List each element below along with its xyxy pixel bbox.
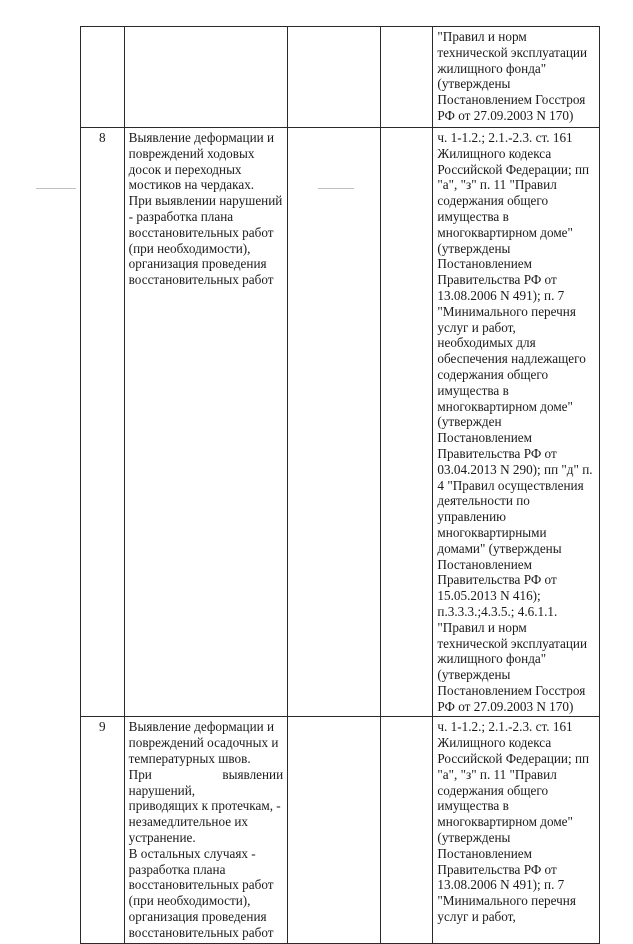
scan-artifact-line <box>36 188 76 189</box>
work-text-line: устранение. <box>128 830 196 846</box>
table-row <box>81 717 600 943</box>
legal-basis-line: "Правил и норм <box>437 619 527 635</box>
legal-basis-cell <box>433 27 600 128</box>
work-text-line: организация проведения <box>128 256 267 272</box>
legal-basis-line: 4 "Правил осуществления <box>437 477 584 493</box>
legal-basis-line: Правительства РФ от <box>437 572 557 588</box>
work-text-line: досок и переходных <box>128 161 242 177</box>
legal-basis-line: имущества в <box>437 798 509 814</box>
legal-basis-line: услуг и работ, <box>437 319 516 335</box>
legal-basis-line: Жилищного кодекса <box>437 735 552 751</box>
work-text-line: (при необходимости), <box>128 240 251 256</box>
empty-cell <box>288 27 380 128</box>
table-row <box>81 27 600 128</box>
work-text-line: восстановительных работ <box>128 877 274 893</box>
legal-basis-line: РФ от 27.09.2003 N 170) <box>437 698 574 714</box>
empty-cell <box>288 717 380 943</box>
row-number-cell: 8 <box>81 128 125 717</box>
legal-basis-line: 13.08.2006 N 491); п. 7 <box>437 287 565 303</box>
work-description-cell <box>124 717 288 943</box>
legal-basis-line: Российской Федерации; пп <box>437 751 590 767</box>
work-text-line: мостиков на чердаках. <box>128 177 255 193</box>
legal-basis-line: Постановлением Госстроя <box>437 682 586 698</box>
legal-basis-line: управлению <box>437 509 506 525</box>
legal-basis-line: деятельности по <box>437 493 530 509</box>
legal-basis-line: необходимых для <box>437 335 536 351</box>
legal-basis-line: "Правил и норм <box>437 29 527 44</box>
work-text-line: (при необходимости), <box>128 893 251 909</box>
work-text-line: приводящих к протечкам, - <box>128 798 281 814</box>
legal-basis-line: РФ от 27.09.2003 N 170) <box>437 107 574 123</box>
legal-basis-line: Постановлением <box>437 845 532 861</box>
legal-basis-line: 03.04.2013 N 290); пп "д" п. <box>437 461 593 477</box>
legal-basis-line: жилищного фонда" <box>437 60 547 76</box>
legal-basis-line: содержания общего <box>437 193 549 209</box>
empty-cell <box>380 27 433 128</box>
legal-basis-line: Правительства РФ от <box>437 861 557 877</box>
table-body <box>81 27 600 944</box>
legal-basis-line: (утверждены <box>437 240 511 256</box>
work-text-line: восстановительных работ <box>128 924 274 940</box>
legal-basis-line: многоквартирном доме" <box>437 814 573 830</box>
work-description-cell <box>124 27 288 128</box>
work-description-cell <box>124 128 288 717</box>
work-text-line: восстановительных работ <box>128 272 274 288</box>
work-text-line: В остальных случаях - <box>128 845 256 861</box>
row-number-cell: 9 <box>81 717 125 943</box>
empty-cell <box>380 128 433 717</box>
legal-basis-line: многоквартирном доме" <box>437 224 573 240</box>
legal-basis-line: п.3.3.3.;4.3.5.; 4.6.1.1. <box>437 603 558 619</box>
legal-basis-line: технической эксплуатации <box>437 44 588 60</box>
legal-basis-line: "а", "з" п. 11 "Правил <box>437 177 557 193</box>
legal-basis-line: ч. 1-1.2.; 2.1.-2.3. ст. 161 <box>437 719 573 735</box>
work-text-line: При выявлении нарушений, <box>128 766 284 798</box>
legal-basis-line: (утвержден <box>437 414 502 430</box>
empty-cell <box>288 128 380 717</box>
table-row <box>81 128 600 717</box>
work-text-line: восстановительных работ <box>128 224 274 240</box>
legal-basis-line: Российской Федерации; пп <box>437 161 590 177</box>
regulations-table <box>80 26 600 944</box>
legal-basis-line: Правительства РФ от <box>437 272 557 288</box>
work-text-line: повреждений ходовых <box>128 145 255 161</box>
legal-basis-line: технической эксплуатации <box>437 635 588 651</box>
legal-basis-line: обеспечения надлежащего <box>437 351 586 367</box>
work-text-line: повреждений осадочных и <box>128 735 279 751</box>
legal-basis-line: (утверждены <box>437 76 511 92</box>
empty-cell <box>380 717 433 943</box>
legal-basis-line: (утверждены <box>437 667 511 683</box>
legal-basis-cell <box>433 128 600 717</box>
work-text-line: Выявление деформации и <box>128 130 275 145</box>
work-text-line: незамедлительное их <box>128 814 249 830</box>
legal-basis-line: Постановлением Госстроя <box>437 92 586 108</box>
work-text-line: При выявлении нарушений <box>128 193 283 209</box>
legal-basis-line: "а", "з" п. 11 "Правил <box>437 766 557 782</box>
legal-basis-line: "Минимального перечня <box>437 303 576 319</box>
legal-basis-line: содержания общего <box>437 782 549 798</box>
legal-basis-line: 15.05.2013 N 416); <box>437 588 541 604</box>
work-text-line: Выявление деформации и <box>128 719 275 735</box>
legal-basis-line: многоквартирными <box>437 524 547 540</box>
work-text-line: - разработка плана <box>128 208 234 224</box>
legal-basis-line: (утверждены <box>437 830 511 846</box>
work-text-line: организация проведения <box>128 909 267 925</box>
legal-basis-line: содержания общего <box>437 366 549 382</box>
legal-basis-line: "Минимального перечня <box>437 893 576 909</box>
legal-basis-line: 13.08.2006 N 491); п. 7 <box>437 877 565 893</box>
legal-basis-line: услуг и работ, <box>437 909 516 925</box>
legal-basis-line: имущества в <box>437 208 509 224</box>
legal-basis-cell <box>433 717 600 943</box>
legal-basis-line: многоквартирном доме" <box>437 398 573 414</box>
legal-basis-line: жилищного фонда" <box>437 651 547 667</box>
legal-basis-line: домами" (утверждены <box>437 540 562 556</box>
legal-basis-line: Правительства РФ от <box>437 445 557 461</box>
legal-basis-line: имущества в <box>437 382 509 398</box>
legal-basis-line: Постановлением <box>437 430 532 446</box>
work-text-line: разработка плана <box>128 861 226 877</box>
row-number-cell <box>81 27 125 128</box>
legal-basis-line: Постановлением <box>437 256 532 272</box>
legal-basis-line: ч. 1-1.2.; 2.1.-2.3. ст. 161 <box>437 130 573 145</box>
legal-basis-line: Жилищного кодекса <box>437 145 552 161</box>
work-text-line: температурных швов. <box>128 751 251 767</box>
legal-basis-line: Постановлением <box>437 556 532 572</box>
